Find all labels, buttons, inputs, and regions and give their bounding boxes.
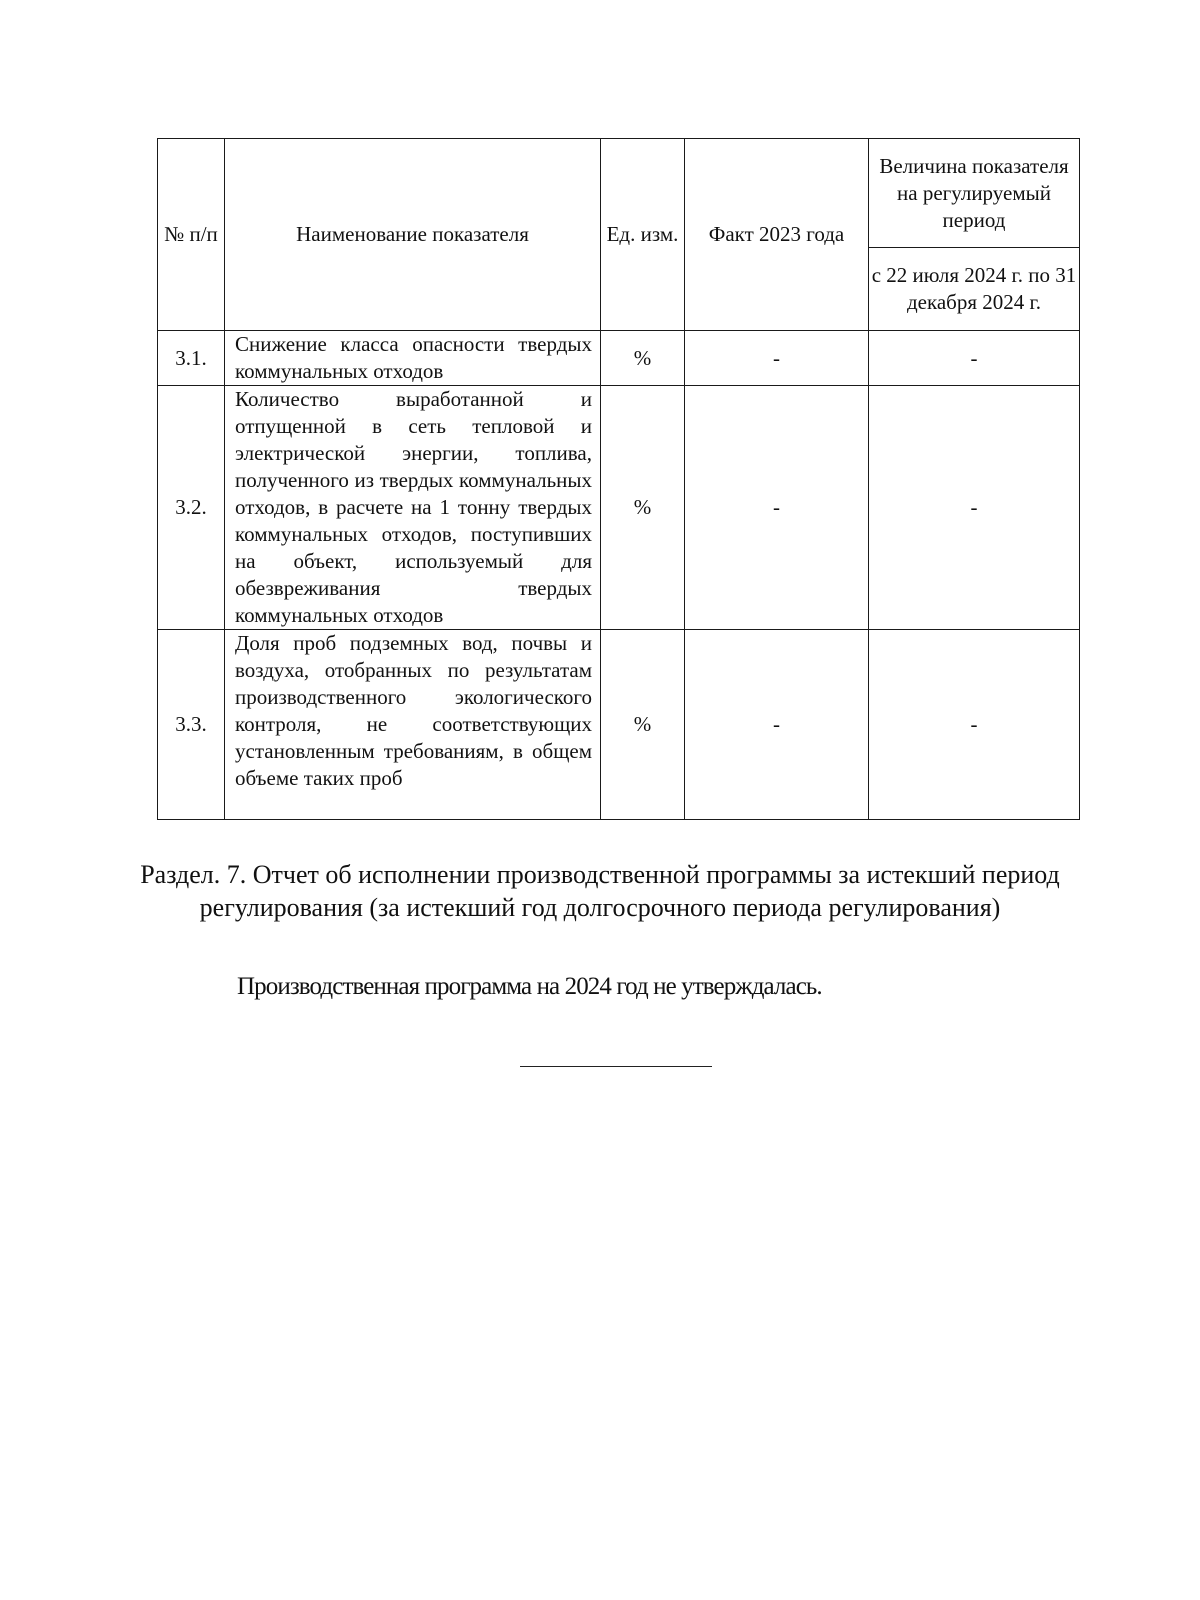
- table-row: [158, 331, 1080, 386]
- row-number: 3.3.: [158, 630, 225, 820]
- row-plan: -: [869, 331, 1080, 386]
- header-fact: Факт 2023 года: [685, 139, 869, 331]
- section-title: Раздел. 7. Отчет об исполнении производственной программы за истекший период регулирования (за истекший год долгосрочного периода регулирования): [140, 860, 1060, 922]
- header-plan: Величина показателя на регулируемый период: [869, 139, 1080, 248]
- row-unit: %: [601, 331, 685, 386]
- row-fact: -: [685, 630, 869, 820]
- header-unit: Ед. изм.: [601, 139, 685, 331]
- table-row: [158, 386, 1080, 630]
- row-name: Снижение класса опасности твердых коммунальных отходов: [225, 331, 601, 386]
- row-name: Доля проб подземных вод, почвы и воздуха, отобранных по результатам производственного экологического контроля, не соответствующих установленным требованиям, в общем объеме таких проб: [225, 630, 601, 820]
- header-plan-period: с 22 июля 2024 г. по 31 декабря 2024 г.: [869, 248, 1080, 331]
- table-row: [158, 630, 1080, 820]
- row-number: 3.1.: [158, 331, 225, 386]
- header-number: № п/п: [158, 139, 225, 331]
- row-unit: %: [601, 386, 685, 630]
- row-plan: -: [869, 386, 1080, 630]
- row-number: 3.2.: [158, 386, 225, 630]
- table-header-row: [158, 139, 1080, 248]
- program-note: Производственная программа на 2024 год не утверждалась.: [237, 973, 822, 1000]
- row-unit: %: [601, 630, 685, 820]
- row-fact: -: [685, 386, 869, 630]
- row-plan: -: [869, 630, 1080, 820]
- end-divider: [520, 1066, 712, 1067]
- row-fact: -: [685, 331, 869, 386]
- header-name: Наименование показателя: [225, 139, 601, 331]
- row-name: Количество выработанной и отпущенной в сеть тепловой и электрической энергии, топлива, полученного из твердых коммунальных отходов, в расчете на 1 тонну твердых коммунальных отходов, поступивших на объект, используемый для обезвреживания твердых коммунальных отходов: [225, 386, 601, 630]
- indicators-table: [157, 138, 1080, 820]
